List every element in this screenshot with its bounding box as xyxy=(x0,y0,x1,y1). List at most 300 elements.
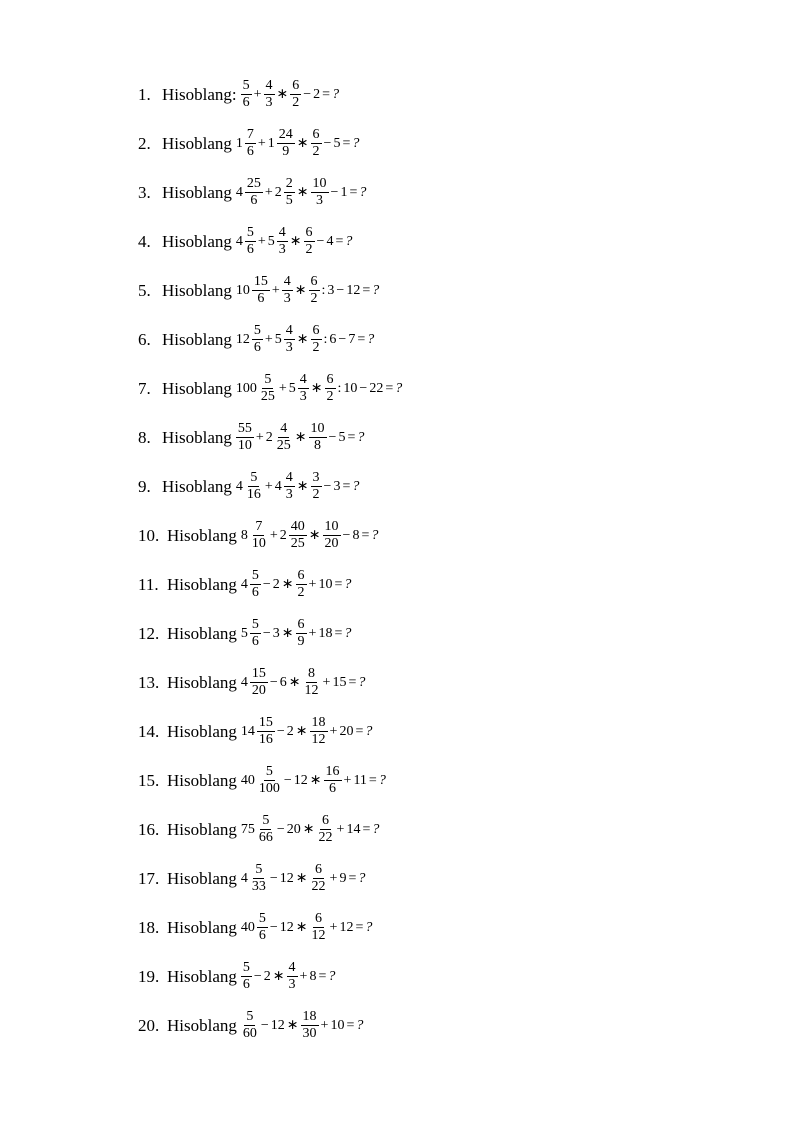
problem-label: Hisoblang xyxy=(167,623,237,643)
math-expression xyxy=(240,568,352,601)
fraction xyxy=(252,323,263,356)
operator: = xyxy=(348,674,357,690)
number: 15 xyxy=(332,674,347,690)
number: 6 xyxy=(279,674,287,690)
operator: − xyxy=(336,282,345,298)
operator: + xyxy=(269,527,278,543)
denominator: 2 xyxy=(297,585,305,600)
numerator: 6 xyxy=(297,568,305,583)
number: 14 xyxy=(346,821,361,837)
question-mark: ? xyxy=(344,625,352,641)
math-expression xyxy=(240,960,336,993)
operator: + xyxy=(271,282,280,298)
whole-number: 75 xyxy=(240,821,255,837)
number: 12 xyxy=(279,919,294,935)
math-expression xyxy=(240,1009,364,1042)
problem-item xyxy=(138,609,403,658)
operator: − xyxy=(323,135,332,151)
math-expression xyxy=(240,813,380,846)
numerator: 5 xyxy=(246,225,254,240)
operator: = xyxy=(357,331,366,347)
number: 8 xyxy=(352,527,360,543)
operator: ∗ xyxy=(309,773,322,788)
denominator: 33 xyxy=(251,879,266,894)
denominator: 3 xyxy=(316,193,324,208)
numerator: 15 xyxy=(251,666,266,681)
math-expression xyxy=(235,176,367,209)
operator: ∗ xyxy=(296,136,309,151)
whole-number: 4 xyxy=(240,870,248,886)
whole-number: 40 xyxy=(240,919,255,935)
denominator: 12 xyxy=(311,928,326,943)
denominator: 6 xyxy=(242,977,250,992)
problem-label: Hisoblang xyxy=(167,819,237,839)
numerator: 6 xyxy=(297,617,305,632)
fraction xyxy=(282,274,293,307)
fraction xyxy=(310,862,328,895)
denominator: 6 xyxy=(329,781,337,796)
number: 2 xyxy=(286,723,294,739)
operator: = xyxy=(335,233,344,249)
number: 20 xyxy=(339,723,354,739)
problem-label: Hisoblang xyxy=(167,966,237,986)
operator: + xyxy=(322,674,331,690)
operator: + xyxy=(257,135,266,151)
number: 5 xyxy=(333,135,341,151)
whole-number: 8 xyxy=(240,527,248,543)
denominator: 2 xyxy=(292,95,300,110)
problem-list xyxy=(138,70,403,1050)
operator: − xyxy=(328,429,337,445)
numerator: 5 xyxy=(251,568,259,583)
operator: + xyxy=(329,723,338,739)
denominator: 2 xyxy=(312,487,320,502)
numerator: 4 xyxy=(265,78,273,93)
problem-label: Hisoblang xyxy=(167,525,237,545)
operator: − xyxy=(253,968,262,984)
question-mark: ? xyxy=(371,527,379,543)
math-expression xyxy=(240,715,373,748)
operator: : xyxy=(323,331,328,347)
numerator: 10 xyxy=(324,519,339,534)
problem-number: 8. xyxy=(138,427,151,447)
problem-item xyxy=(138,511,403,560)
problem-number: 17. xyxy=(138,868,160,888)
operator: + xyxy=(299,968,308,984)
problem-item xyxy=(138,805,403,854)
fraction xyxy=(309,421,327,454)
fraction xyxy=(277,127,295,160)
numerator: 5 xyxy=(242,78,250,93)
number: 3 xyxy=(327,282,335,298)
math-expression xyxy=(240,911,373,944)
numerator: 10 xyxy=(310,421,325,436)
whole-number: 1 xyxy=(267,135,275,151)
whole-number: 40 xyxy=(240,772,255,788)
operator: − xyxy=(303,86,312,102)
whole-number: 5 xyxy=(267,233,275,249)
operator: = xyxy=(318,968,327,984)
denominator: 2 xyxy=(326,389,334,404)
denominator: 6 xyxy=(246,242,254,257)
denominator: 3 xyxy=(265,95,273,110)
problem-number: 6. xyxy=(138,329,151,349)
operator: ∗ xyxy=(281,626,294,641)
numerator: 2 xyxy=(285,176,293,191)
operator: − xyxy=(330,184,339,200)
math-expression xyxy=(240,617,352,650)
fraction xyxy=(296,617,307,650)
operator: ∗ xyxy=(308,528,321,543)
fraction xyxy=(323,519,341,552)
problem-label: Hisoblang xyxy=(162,476,232,496)
question-mark: ? xyxy=(367,331,375,347)
operator: ∗ xyxy=(286,1018,299,1033)
numerator: 5 xyxy=(262,813,270,828)
problem-label: Hisoblang xyxy=(162,133,232,153)
number: 2 xyxy=(313,86,321,102)
operator: = xyxy=(342,135,351,151)
problem-item xyxy=(138,903,403,952)
fraction xyxy=(264,78,275,111)
operator: ∗ xyxy=(294,430,307,445)
denominator: 25 xyxy=(290,536,305,551)
numerator: 6 xyxy=(322,813,330,828)
operator: ∗ xyxy=(296,332,309,347)
question-mark: ? xyxy=(358,870,366,886)
number: 3 xyxy=(272,625,280,641)
problem-item xyxy=(138,168,403,217)
numerator: 6 xyxy=(315,862,323,877)
problem-number: 2. xyxy=(138,133,151,153)
problem-item xyxy=(138,560,403,609)
question-mark: ? xyxy=(372,282,380,298)
fraction xyxy=(284,176,295,209)
operator: = xyxy=(346,1017,355,1033)
operator: − xyxy=(269,674,278,690)
operator: ∗ xyxy=(296,479,309,494)
whole-number: 100 xyxy=(235,380,257,396)
problem-item xyxy=(138,413,403,462)
operator: = xyxy=(342,478,351,494)
operator: = xyxy=(355,919,364,935)
fraction xyxy=(287,960,298,993)
fraction xyxy=(257,813,275,846)
fraction xyxy=(241,1009,259,1042)
number: 3 xyxy=(333,478,341,494)
number: 10 xyxy=(343,380,358,396)
number: 7 xyxy=(348,331,356,347)
problem-number: 18. xyxy=(138,917,160,937)
problem-number: 14. xyxy=(138,721,160,741)
denominator: 22 xyxy=(311,879,326,894)
denominator: 8 xyxy=(314,438,322,453)
math-expression xyxy=(235,421,365,454)
number: 10 xyxy=(330,1017,345,1033)
whole-number: 5 xyxy=(274,331,282,347)
fraction xyxy=(317,813,335,846)
fraction xyxy=(250,617,261,650)
denominator: 6 xyxy=(251,585,259,600)
number: 18 xyxy=(318,625,333,641)
numerator: 5 xyxy=(251,617,259,632)
number: 11 xyxy=(353,772,367,788)
numerator: 4 xyxy=(285,470,293,485)
problem-label: Hisoblang xyxy=(167,917,237,937)
operator: − xyxy=(359,380,368,396)
whole-number: 4 xyxy=(240,576,248,592)
problem-item xyxy=(138,119,403,168)
operator: + xyxy=(264,478,273,494)
operator: + xyxy=(264,331,273,347)
denominator: 3 xyxy=(285,340,293,355)
operator: − xyxy=(342,527,351,543)
fraction xyxy=(309,274,320,307)
problem-label: Hisoblang xyxy=(162,280,232,300)
denominator: 6 xyxy=(258,928,266,943)
question-mark: ? xyxy=(344,576,352,592)
fraction xyxy=(250,568,261,601)
operator: − xyxy=(323,478,332,494)
number: 12 xyxy=(346,282,361,298)
denominator: 6 xyxy=(257,291,265,306)
operator: − xyxy=(262,576,271,592)
numerator: 5 xyxy=(242,960,250,975)
denominator: 3 xyxy=(285,487,293,502)
problem-number: 13. xyxy=(138,672,160,692)
question-mark: ? xyxy=(356,1017,364,1033)
operator: + xyxy=(264,184,273,200)
math-expression xyxy=(235,274,380,307)
whole-number: 4 xyxy=(274,478,282,494)
fraction xyxy=(257,764,282,797)
denominator: 10 xyxy=(251,536,266,551)
operator: + xyxy=(253,86,262,102)
question-mark: ? xyxy=(365,919,373,935)
question-mark: ? xyxy=(365,723,373,739)
operator: + xyxy=(329,870,338,886)
fraction xyxy=(296,568,307,601)
question-mark: ? xyxy=(352,135,360,151)
fraction xyxy=(303,666,321,699)
problem-item xyxy=(138,952,403,1001)
question-mark: ? xyxy=(395,380,403,396)
fraction xyxy=(311,323,322,356)
problem-number: 7. xyxy=(138,378,151,398)
number: 12 xyxy=(339,919,354,935)
denominator: 10 xyxy=(237,438,252,453)
denominator: 3 xyxy=(283,291,291,306)
question-mark: ? xyxy=(358,674,366,690)
denominator: 16 xyxy=(246,487,261,502)
math-expression xyxy=(235,372,403,405)
operator: + xyxy=(255,429,264,445)
denominator: 25 xyxy=(276,438,291,453)
denominator: 2 xyxy=(312,340,320,355)
problem-label: Hisoblang xyxy=(162,329,232,349)
operator: ∗ xyxy=(272,969,285,984)
denominator: 5 xyxy=(285,193,293,208)
denominator: 20 xyxy=(251,683,266,698)
whole-number: 2 xyxy=(279,527,287,543)
numerator: 6 xyxy=(315,911,323,926)
fraction xyxy=(310,715,328,748)
operator: = xyxy=(385,380,394,396)
problem-item xyxy=(138,756,403,805)
numerator: 6 xyxy=(292,78,300,93)
fraction xyxy=(311,127,322,160)
operator: + xyxy=(308,576,317,592)
numerator: 10 xyxy=(312,176,327,191)
whole-number: 2 xyxy=(265,429,273,445)
whole-number: 4 xyxy=(235,233,243,249)
denominator: 16 xyxy=(258,732,273,747)
question-mark: ? xyxy=(357,429,365,445)
question-mark: ? xyxy=(332,86,340,102)
whole-number: 5 xyxy=(288,380,296,396)
problem-number: 5. xyxy=(138,280,151,300)
problem-label: Hisoblang xyxy=(167,1015,237,1035)
whole-number: 5 xyxy=(240,625,248,641)
whole-number: 4 xyxy=(235,184,243,200)
operator: = xyxy=(361,527,370,543)
fraction xyxy=(257,715,275,748)
math-expression xyxy=(240,764,387,797)
fraction xyxy=(284,470,295,503)
operator: ∗ xyxy=(302,822,315,837)
denominator: 3 xyxy=(288,977,296,992)
math-expression xyxy=(240,666,366,699)
denominator: 2 xyxy=(310,291,318,306)
fraction xyxy=(241,960,252,993)
whole-number: 2 xyxy=(274,184,282,200)
denominator: 9 xyxy=(282,144,290,159)
operator: = xyxy=(355,723,364,739)
numerator: 25 xyxy=(246,176,261,191)
problem-number: 4. xyxy=(138,231,151,251)
problem-number: 20. xyxy=(138,1015,160,1035)
denominator: 6 xyxy=(250,193,258,208)
fraction xyxy=(310,911,328,944)
whole-number: 10 xyxy=(235,282,250,298)
problem-item xyxy=(138,658,403,707)
number: 12 xyxy=(270,1017,285,1033)
problem-label: Hisoblang xyxy=(167,672,237,692)
numerator: 24 xyxy=(278,127,293,142)
numerator: 6 xyxy=(312,127,320,142)
numerator: 4 xyxy=(283,274,291,289)
problem-item xyxy=(138,70,403,119)
math-expression xyxy=(240,519,379,552)
operator: : xyxy=(321,282,326,298)
fraction xyxy=(277,225,288,258)
whole-number: 14 xyxy=(240,723,255,739)
fraction xyxy=(250,666,268,699)
numerator: 6 xyxy=(310,274,318,289)
problem-item xyxy=(138,854,403,903)
denominator: 2 xyxy=(305,242,313,257)
problem-item xyxy=(138,266,403,315)
numerator: 4 xyxy=(299,372,307,387)
question-mark: ? xyxy=(328,968,336,984)
fraction xyxy=(298,372,309,405)
fraction xyxy=(250,862,268,895)
problem-number: 19. xyxy=(138,966,160,986)
operator: ∗ xyxy=(276,87,289,102)
number: 10 xyxy=(318,576,333,592)
question-mark: ? xyxy=(352,478,360,494)
problem-number: 9. xyxy=(138,476,151,496)
denominator: 6 xyxy=(246,144,254,159)
number: 8 xyxy=(309,968,317,984)
numerator: 5 xyxy=(258,911,266,926)
question-mark: ? xyxy=(345,233,353,249)
operator: = xyxy=(362,282,371,298)
operator: − xyxy=(283,772,292,788)
numerator: 5 xyxy=(264,372,272,387)
denominator: 6 xyxy=(251,634,259,649)
fraction xyxy=(311,470,322,503)
problem-number: 16. xyxy=(138,819,160,839)
problem-label: Hisoblang xyxy=(167,574,237,594)
denominator: 12 xyxy=(311,732,326,747)
numerator: 15 xyxy=(253,274,268,289)
math-expression xyxy=(235,225,353,258)
denominator: 12 xyxy=(304,683,319,698)
numerator: 4 xyxy=(278,225,286,240)
problem-number: 3. xyxy=(138,182,151,202)
problem-label: Hisoblang xyxy=(162,231,232,251)
fraction xyxy=(245,176,263,209)
denominator: 30 xyxy=(302,1026,317,1041)
operator: ∗ xyxy=(281,577,294,592)
fraction xyxy=(245,127,256,160)
operator: − xyxy=(338,331,347,347)
operator: ∗ xyxy=(296,185,309,200)
operator: − xyxy=(269,870,278,886)
operator: − xyxy=(276,723,285,739)
operator: + xyxy=(336,821,345,837)
numerator: 4 xyxy=(288,960,296,975)
numerator: 4 xyxy=(280,421,288,436)
problem-number: 10. xyxy=(138,525,160,545)
number: 1 xyxy=(340,184,348,200)
operator: − xyxy=(316,233,325,249)
fraction xyxy=(325,372,336,405)
numerator: 6 xyxy=(326,372,334,387)
whole-number: 4 xyxy=(235,478,243,494)
operator: : xyxy=(337,380,342,396)
operator: + xyxy=(308,625,317,641)
number: 2 xyxy=(263,968,271,984)
problem-item xyxy=(138,1001,403,1050)
operator: − xyxy=(262,625,271,641)
problem-label: Hisoblang xyxy=(162,378,232,398)
problem-label: Hisoblang xyxy=(167,770,237,790)
math-expression xyxy=(235,127,360,160)
numerator: 4 xyxy=(285,323,293,338)
math-expression xyxy=(240,78,340,111)
numerator: 5 xyxy=(250,470,258,485)
number: 20 xyxy=(286,821,301,837)
operator: ∗ xyxy=(295,920,308,935)
numerator: 7 xyxy=(255,519,263,534)
fraction xyxy=(289,519,307,552)
math-expression xyxy=(235,323,375,356)
fraction xyxy=(241,78,252,111)
numerator: 40 xyxy=(290,519,305,534)
fraction xyxy=(245,470,263,503)
